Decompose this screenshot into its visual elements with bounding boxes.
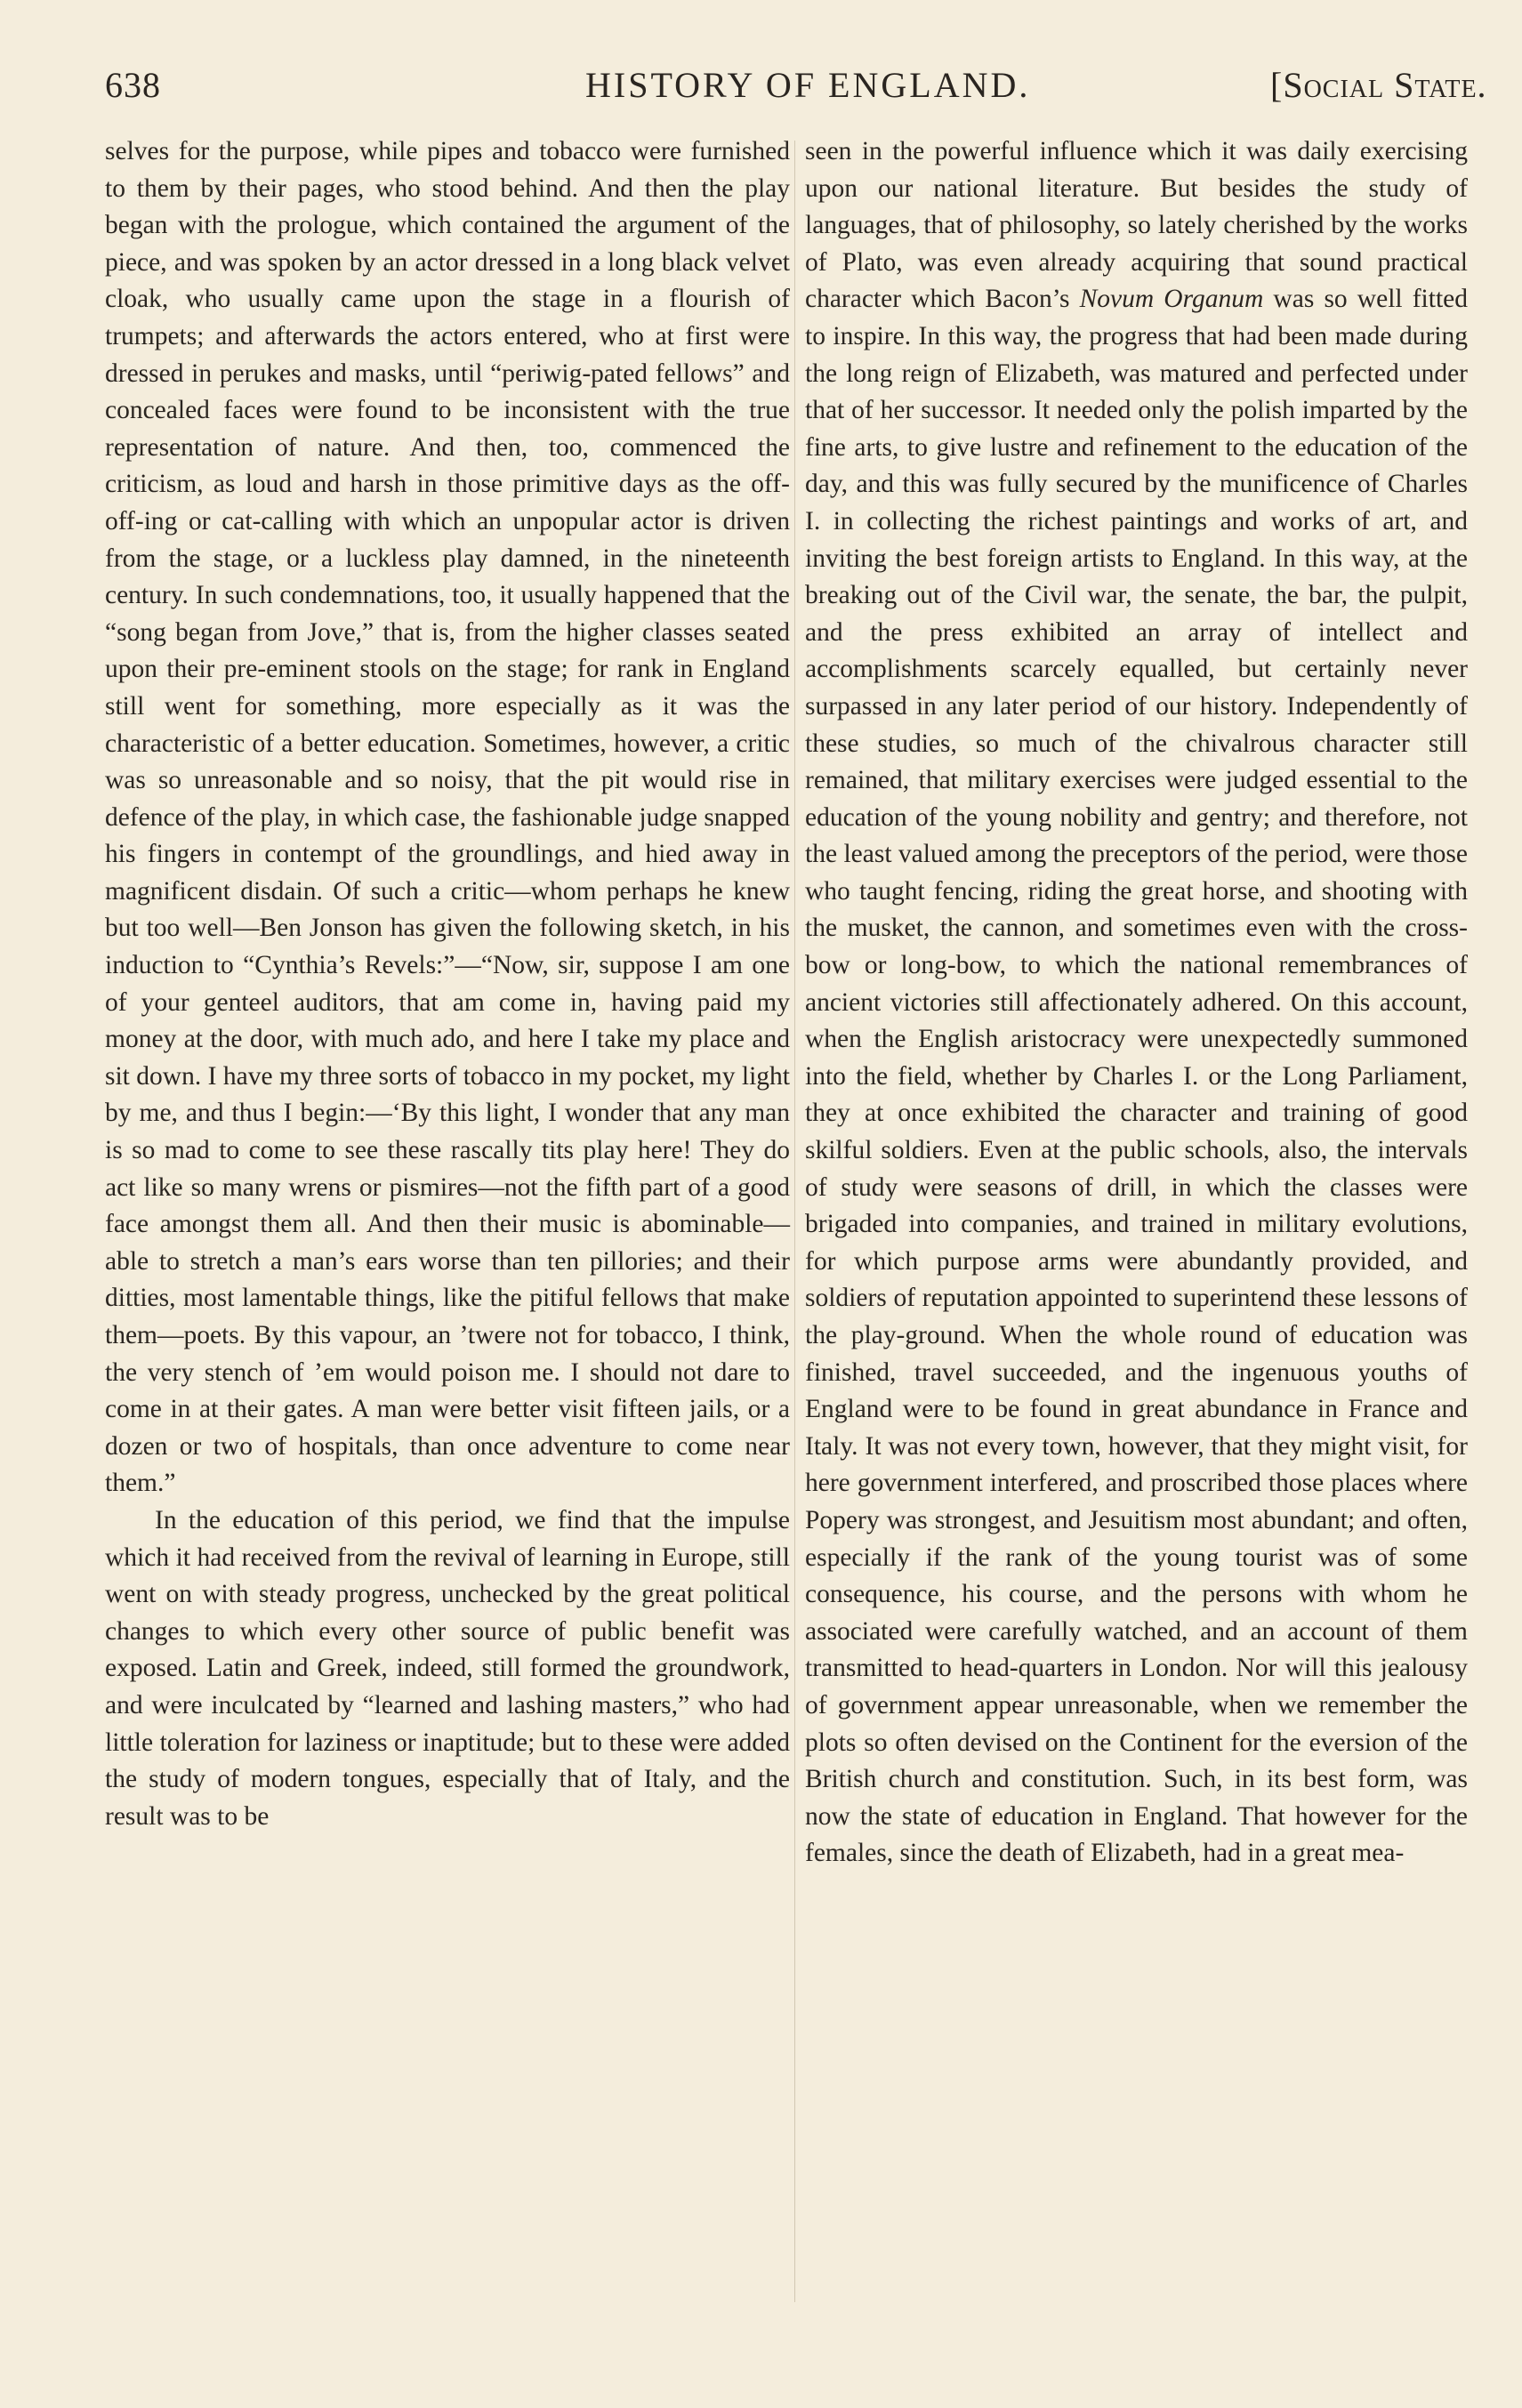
page-number: 638 [105,65,161,105]
left-paragraph-1: selves for the purpose, while pipes and tobacco were furnished to them by their pages, who stood behind. And then the play began with the prologue, which contained the argument of the piece, and was spoken by an actor dressed in a long black velvet cloak, who usually came upon the stage in a flourish of trumpets; and afterwards the actors entered, who at first were dressed in perukes and masks, until “periwig-pated fellows” and concealed faces were found to be inconsistent with the true representation of nature. And then, too, commenced the criticism, as loud and harsh in those primitive days as the off-off-ing or cat-calling with which an unpopular actor is driven from the stage, or a luckless play damned, in the nineteenth century. In such condemnations, too, it usually happened that the “song began from Jove,” that is, from the higher classes seated upon their pre-eminent stools on the stage; for rank in England still went for something, more especially as it was the characteristic of a better education. Sometimes, however, a critic was so unreasonable and so noisy, that the pit would rise in defence of the play, in which case, the fashionable judge snapped his fingers in contempt of the groundlings, and hied away in magnificent disdain. Of such a critic—whom perhaps he knew but too well—Ben Jonson has given the following sketch, in his induction to “Cynthia’s Revels:”—“Now, sir, suppose I am one of your genteel auditors, that am come in, having paid my money at the door, with much ado, and here I take my place and sit down. I have my three sorts of tobacco in my pocket, my light by me, and thus I begin:—‘By this light, I wonder that any man is so mad to come to see these rascally tits play here! They do act like so many wrens or pismires—not the fifth part of a good face amongst them all. And then their music is abominable—able to stretch a man’s ears worse than ten pillories; and their ditties, most lamentable things, like the pitiful fellows that make them—poets. By this vapour, an ’twere not for tobacco, I think, the very stench of ’em would poison me. I should not dare to come in at their gates. A man were better visit fifteen jails, or a dozen or two of hospitals, than once adventure to come near them.” [105,137,790,1498]
page-header [105,59,1493,112]
right-paragraph-1-part-a: seen in the powerful influence which it was daily exercising upon our national literature. But besides the study of languages, that of philosophy, so lately cherished by the works of Plato, was even already acquiring that sound practical character which Bacon’s [805,137,1468,314]
right-column [805,133,1468,1872]
left-column [105,133,790,1835]
book-title-novum-organum: Novum Organum [1079,285,1264,314]
right-paragraph-1 [805,133,1468,1872]
column-divider [794,141,795,2302]
section-tag: [Social State. [1270,65,1487,105]
running-title: HISTORY OF ENGLAND. [585,65,1031,105]
right-paragraph-1-part-b: was so well fitted to inspire. In this way, the progress that had been made during the long reign of Elizabeth, was matured and perfected under that of her successor. It needed only the polish imparted by the fine arts, to give lustre and refinement to the education of the day, and this was fully secured by the munificence of Charles I. in collecting the richest paintings and works of art, and inviting the best foreign artists to England. In this way, at the breaking out of the Civil war, the senate, the bar, the pulpit, and the press exhibited an array of intellect and accomplishments scarcely equalled, but certainly never surpassed in any later period of our history. Independently of these studies, so much of the chivalrous character still remained, that military exercises were judged essential to the education of the young nobility and gentry; and therefore, not the least valued among the preceptors of the period, were those who taught fencing, riding the great horse, and shooting with the musket, the cannon, and sometimes even with the cross-bow or long-bow, to which the national remembrances of ancient victories still affectionately adhered. On this account, when the English aristocracy were unexpectedly summoned into the field, whether by Charles I. or the Long Parliament, they at once exhibited the character and training of good skilful soldiers. Even at the public schools, also, the intervals of study were seasons of drill, in which the classes were brigaded into companies, and trained in military evolutions, for which purpose arms were abundantly provided, and soldiers of reputation appointed to superintend these lessons of the play-ground. When the whole round of education was finished, travel succeeded, and the ingenuous youths of England were to be found in great abundance in France and Italy. It was not every town, however, that they might visit, for here government interfered, and proscribed those places where Popery was strongest, and Jesuitism most abundant; and often, especially if the rank of the young tourist was of some consequence, his course, and the persons with whom he associated were carefully watched, and an account of them transmitted to head-quarters in London. Nor will this jealousy of government appear unreasonable, when we remember the plots so often devised on the Continent for the eversion of the British church and constitution. Such, in its best form, was now the state of education in England. That however for the females, since the death of Elizabeth, had in a great mea- [805,285,1468,1868]
left-paragraph-2: In the education of this period, we find that the impulse which it had received from the revival of learning in Europe, still went on with steady progress, unchecked by the great political changes to which every other source of public benefit was exposed. Latin and Greek, indeed, still formed the groundwork, and were inculcated by “learned and lashing masters,” who had little toleration for laziness or inaptitude; but to these were added the study of modern tongues, especially that of Italy, and the result was to be [105,1505,790,1831]
